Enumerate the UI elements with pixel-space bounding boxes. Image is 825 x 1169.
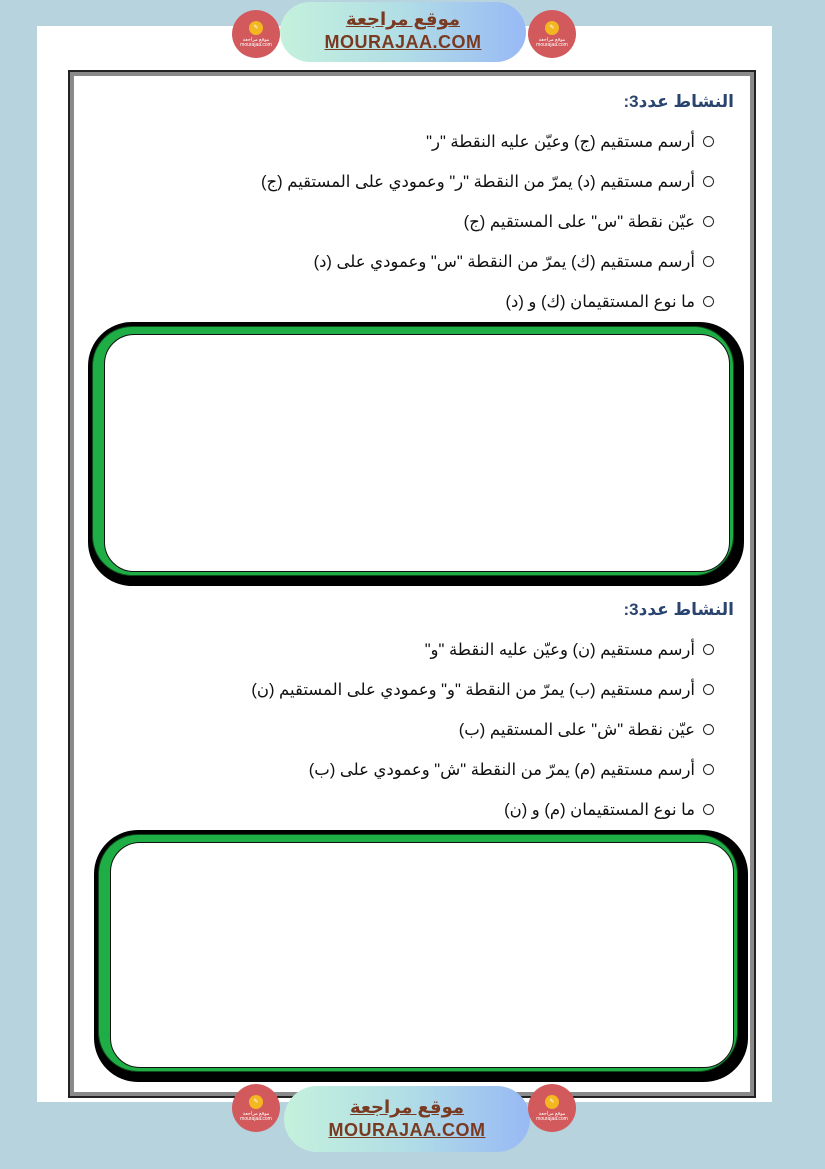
site-name-pill[interactable] xyxy=(280,2,526,62)
badge-text: موقع مراجعة mourajaa.com xyxy=(240,1110,272,1122)
bullet-circle-icon xyxy=(703,764,714,775)
list-item: ما نوع المستقيمان (ك) و (د) xyxy=(261,282,714,322)
badge-right xyxy=(528,10,576,58)
badge-right xyxy=(528,1084,576,1132)
mourajaa-logo-icon: ✎ xyxy=(545,1095,559,1109)
bullet-circle-icon xyxy=(703,136,714,147)
worksheet-frame xyxy=(68,70,756,1098)
activity-items xyxy=(261,122,714,322)
list-item: عيّن نقطة "ش" على المستقيم (ب) xyxy=(251,710,714,750)
badge-left xyxy=(232,1084,280,1132)
list-item: أرسم مستقيم (ن) وعيّن عليه النقطة "و" xyxy=(251,630,714,670)
bullet-circle-icon xyxy=(703,256,714,267)
site-name-pill[interactable] xyxy=(284,1086,530,1152)
bullet-circle-icon xyxy=(703,724,714,735)
list-item: أرسم مستقيم (د) يمرّ من النقطة "ر" وعمودي على المستقيم (ج) xyxy=(261,162,714,202)
footer-banner[interactable] xyxy=(230,1082,578,1142)
activity-title: النشاط عدد3: xyxy=(623,92,734,111)
answer-box[interactable] xyxy=(94,830,748,1082)
header-banner[interactable] xyxy=(230,2,578,62)
answer-area[interactable] xyxy=(110,842,734,1068)
badge-text: موقع مراجعة mourajaa.com xyxy=(536,1110,568,1122)
activity-items xyxy=(251,630,714,830)
list-item: ما نوع المستقيمان (م) و (ن) xyxy=(251,790,714,830)
site-name-en[interactable]: MOURAJAA.COM xyxy=(324,32,482,52)
bullet-circle-icon xyxy=(703,644,714,655)
site-name-ar[interactable]: موقع مراجعة xyxy=(345,9,461,29)
list-item: أرسم مستقيم (ب) يمرّ من النقطة "و" وعمودي على المستقيم (ن) xyxy=(251,670,714,710)
activity-title: النشاط عدد3: xyxy=(623,600,734,619)
mourajaa-logo-icon: ✎ xyxy=(545,21,559,35)
mourajaa-logo-icon: ✎ xyxy=(249,1095,263,1109)
list-item: عيّن نقطة "س" على المستقيم (ج) xyxy=(261,202,714,242)
site-name-en[interactable]: MOURAJAA.COM xyxy=(328,1120,486,1140)
list-item: أرسم مستقيم (م) يمرّ من النقطة "ش" وعمودي على (ب) xyxy=(251,750,714,790)
badge-left xyxy=(232,10,280,58)
bullet-circle-icon xyxy=(703,804,714,815)
mourajaa-logo-icon: ✎ xyxy=(249,21,263,35)
bullet-circle-icon xyxy=(703,684,714,695)
badge-text: موقع مراجعة mourajaa.com xyxy=(240,36,272,48)
badge-text: موقع مراجعة mourajaa.com xyxy=(536,36,568,48)
list-item: أرسم مستقيم (ج) وعيّن عليه النقطة "ر" xyxy=(261,122,714,162)
bullet-circle-icon xyxy=(703,296,714,307)
bullet-circle-icon xyxy=(703,216,714,227)
site-name-ar[interactable]: موقع مراجعة xyxy=(349,1097,465,1117)
bullet-circle-icon xyxy=(703,176,714,187)
answer-area[interactable] xyxy=(104,334,730,572)
answer-box[interactable] xyxy=(88,322,744,586)
list-item: أرسم مستقيم (ك) يمرّ من النقطة "س" وعمودي على (د) xyxy=(261,242,714,282)
